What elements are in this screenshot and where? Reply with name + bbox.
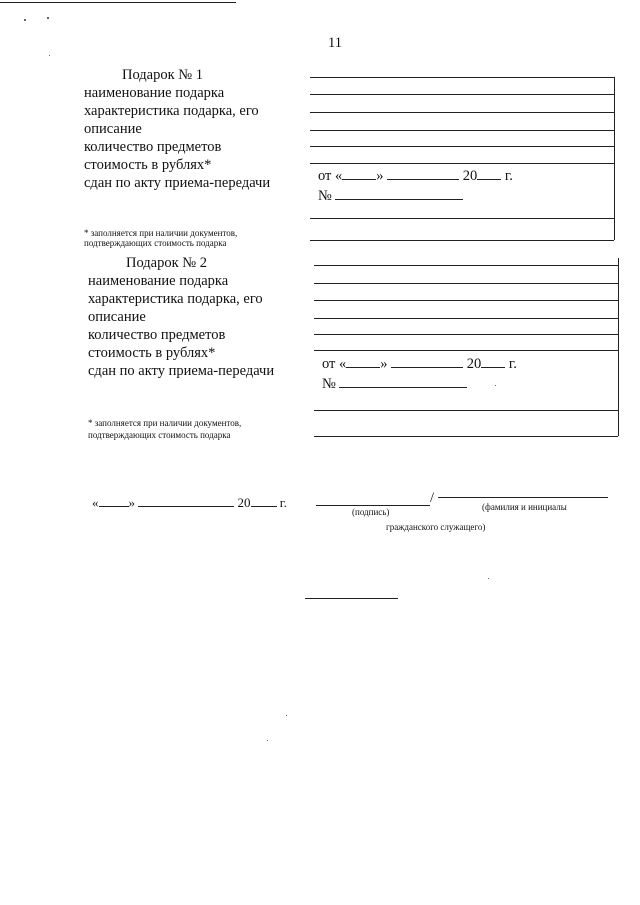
gift-2-date-mid: » [380, 356, 388, 372]
name-line[interactable] [438, 497, 608, 498]
scan-speck [495, 385, 496, 386]
gift-1-date-suffix: г. [504, 168, 513, 184]
scan-speck [47, 17, 49, 19]
signature-line[interactable] [316, 505, 430, 506]
signature-date-suffix: г. [279, 495, 287, 510]
gift-1-line [310, 218, 614, 219]
gift-2-field-act: сдан по акту приема-передачи [88, 363, 275, 379]
gift-2-line [314, 410, 618, 411]
gift-1-date-mid: » [376, 168, 384, 184]
gift-1-footnote-line-2: подтверждающих стоимость подарка [84, 238, 227, 248]
gift-1-field-characteristic: характеристика подарка, его [84, 103, 259, 119]
gift-2-line [314, 300, 618, 301]
gift-1-act-date [318, 167, 513, 185]
gift-1-number-sign: № [318, 188, 332, 204]
gift-1-title: Подарок № 1 [122, 67, 203, 83]
scan-speck [49, 55, 50, 56]
gift-2-field-cost: стоимость в рублях* [88, 345, 216, 361]
gift-2-line [314, 318, 618, 319]
gift-2-line [314, 350, 618, 351]
gift-2-right-border [618, 258, 619, 436]
gift-1-field-act: сдан по акту приема-передачи [84, 175, 271, 191]
signature-separator: / [430, 490, 435, 506]
gift-2-line [314, 283, 618, 284]
signature-date-open: « [92, 495, 99, 510]
gift-2-date-suffix: г. [508, 356, 517, 372]
scan-speck [286, 715, 287, 716]
gift-2-line [314, 436, 618, 437]
gift-1-line [310, 130, 614, 131]
gift-1-line [310, 146, 614, 147]
signature-date-close: » [128, 495, 135, 510]
scan-speck [488, 578, 489, 579]
gift-2-date-year: 20 [466, 356, 482, 372]
gift-1-field-name: наименование подарка [84, 85, 225, 101]
name-caption-line-2: гражданского служащего) [386, 522, 486, 532]
page-edge-line [0, 2, 236, 3]
closing-divider [305, 598, 398, 599]
gift-2-month-field[interactable] [391, 355, 463, 368]
gift-2-number-field[interactable] [339, 375, 467, 388]
signature-year-field[interactable] [251, 494, 277, 507]
gift-2-line [314, 265, 618, 266]
signature-date-row [92, 494, 287, 512]
gift-1-field-description: описание [84, 121, 142, 137]
gift-1-act-number-row [318, 187, 463, 205]
gift-1-line [310, 163, 614, 164]
gift-2-field-characteristic: характеристика подарка, его [88, 291, 263, 307]
gift-2-date-prefix: от « [322, 356, 347, 372]
name-caption-line-1: (фамилия и инициалы [482, 502, 567, 512]
gift-2-footnote-line-2: подтверждающих стоимость подарка [88, 430, 231, 440]
gift-2-number-sign: № [322, 376, 336, 392]
gift-1-date-prefix: от « [318, 168, 343, 184]
gift-1-month-field[interactable] [387, 167, 459, 180]
gift-2-footnote-line-1: * заполняется при наличии документов, [88, 418, 242, 428]
signature-month-field[interactable] [138, 494, 234, 507]
gift-1-footnote-line-1: * заполняется при наличии документов, [84, 228, 238, 238]
gift-1-line [310, 94, 614, 95]
signature-caption: (подпись) [352, 507, 390, 517]
page-number: 11 [328, 35, 342, 51]
gift-2-title: Подарок № 2 [126, 255, 207, 271]
gift-1-line [310, 77, 614, 78]
gift-2-field-name: наименование подарка [88, 273, 229, 289]
gift-1-day-field[interactable] [342, 167, 376, 180]
signature-day-field[interactable] [99, 494, 129, 507]
gift-2-act-date [322, 355, 517, 373]
gift-1-field-quantity: количество предметов [84, 139, 222, 155]
gift-2-year-field[interactable] [481, 355, 505, 368]
signature-date-year: 20 [237, 495, 251, 510]
gift-1-field-cost: стоимость в рублях* [84, 157, 212, 173]
gift-2-field-description: описание [88, 309, 146, 325]
scan-speck [267, 740, 268, 741]
gift-2-field-quantity: количество предметов [88, 327, 226, 343]
gift-2-act-number-row [322, 375, 467, 393]
gift-1-year-field[interactable] [477, 167, 501, 180]
gift-2-line [314, 334, 618, 335]
gift-1-right-border [614, 77, 615, 240]
gift-1-number-field[interactable] [335, 187, 463, 200]
gift-2-day-field[interactable] [346, 355, 380, 368]
scan-speck [24, 19, 26, 21]
gift-1-line [310, 112, 614, 113]
gift-1-date-year: 20 [462, 168, 478, 184]
gift-1-line [310, 240, 614, 241]
